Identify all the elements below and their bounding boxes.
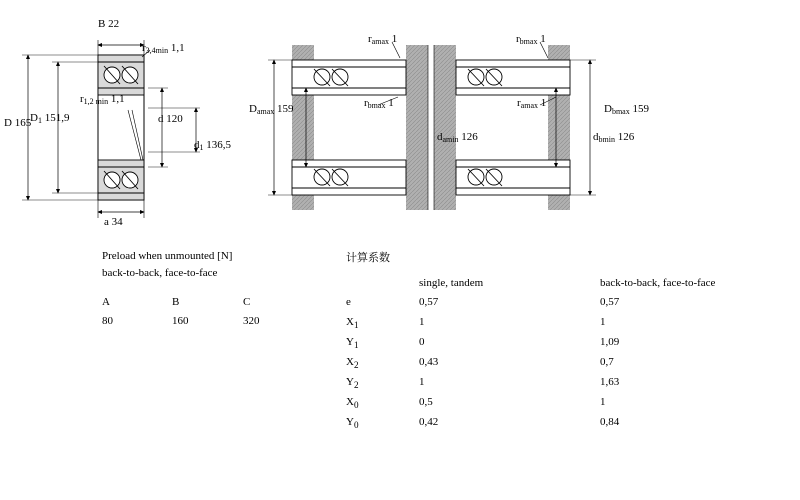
factor-single-value: 0,57 xyxy=(419,296,439,308)
label-B: B 22 xyxy=(98,18,120,30)
factor-btb-value: 1,63 xyxy=(600,376,620,388)
factors-col-single: single, tandem xyxy=(419,277,484,289)
factor-btb-value: 1,09 xyxy=(600,336,620,348)
factor-single-value: 1 xyxy=(419,376,425,388)
label-D: D 165 xyxy=(4,117,32,129)
factor-symbol: $Y_0$ xyxy=(346,416,359,431)
label-Damax: $D_{amax}$ 159 xyxy=(249,103,294,116)
preload-title: Preload when unmounted [N] xyxy=(102,250,233,262)
label-d1: $d_1$ 136,5 xyxy=(194,139,231,152)
label-dbmin: $d_{bmin}$ 126 xyxy=(593,131,635,144)
label-r34min: $r_{3,4min}$ 1,1 xyxy=(142,42,185,55)
factor-symbol: $Y_2$ xyxy=(346,376,359,391)
right-bearing-section xyxy=(268,42,596,210)
label-d: d 120 xyxy=(158,113,183,125)
factor-btb-value: 0,84 xyxy=(600,416,620,428)
label-damin: $d_{amin}$ 126 xyxy=(437,131,478,144)
factor-btb-value: 0,57 xyxy=(600,296,620,308)
preload-header-b: B xyxy=(172,296,180,308)
factor-single-value: 1 xyxy=(419,316,425,328)
label-r12min: $r_{1,2 min}$ 1,1 xyxy=(80,93,125,106)
factor-symbol: $X_0$ xyxy=(346,396,359,411)
left-bearing-section xyxy=(22,40,200,218)
factor-btb-value: 1 xyxy=(600,396,606,408)
label-rbmax-mid: $r_{bmax}$ 1 xyxy=(364,97,394,110)
label-ramax-mid: $r_{amax}$ 1 xyxy=(517,97,547,110)
factor-single-value: 0,5 xyxy=(419,396,433,408)
label-Dbmax: $D_{bmax}$ 159 xyxy=(604,103,649,116)
factor-single-value: 0,43 xyxy=(419,356,439,368)
preload-value-a: 80 xyxy=(102,315,113,327)
factor-symbol: $X_2$ xyxy=(346,356,359,371)
preload-header-c: C xyxy=(243,296,251,308)
label-rbmax-top: $r_{bmax}$ 1 xyxy=(516,33,546,46)
label-ramax-top: $r_{amax}$ 1 xyxy=(368,33,398,46)
label-a: a 34 xyxy=(104,216,123,228)
factor-btb-value: 0,7 xyxy=(600,356,614,368)
factor-symbol: $Y_1$ xyxy=(346,336,359,351)
preload-value-b: 160 xyxy=(172,315,189,327)
factor-btb-value: 1 xyxy=(600,316,606,328)
label-D1: $D_1$ 151,9 xyxy=(30,112,70,125)
factor-symbol: $X_1$ xyxy=(346,316,359,331)
preload-subtitle: back-to-back, face-to-face xyxy=(102,267,218,279)
factors-col-btb: back-to-back, face-to-face xyxy=(600,277,716,289)
preload-value-c: 320 xyxy=(243,315,260,327)
factor-symbol: e xyxy=(346,296,351,308)
factor-single-value: 0,42 xyxy=(419,416,439,428)
factor-single-value: 0 xyxy=(419,336,425,348)
factors-title: 计算系数 xyxy=(346,251,390,264)
preload-header-a: A xyxy=(102,296,110,308)
